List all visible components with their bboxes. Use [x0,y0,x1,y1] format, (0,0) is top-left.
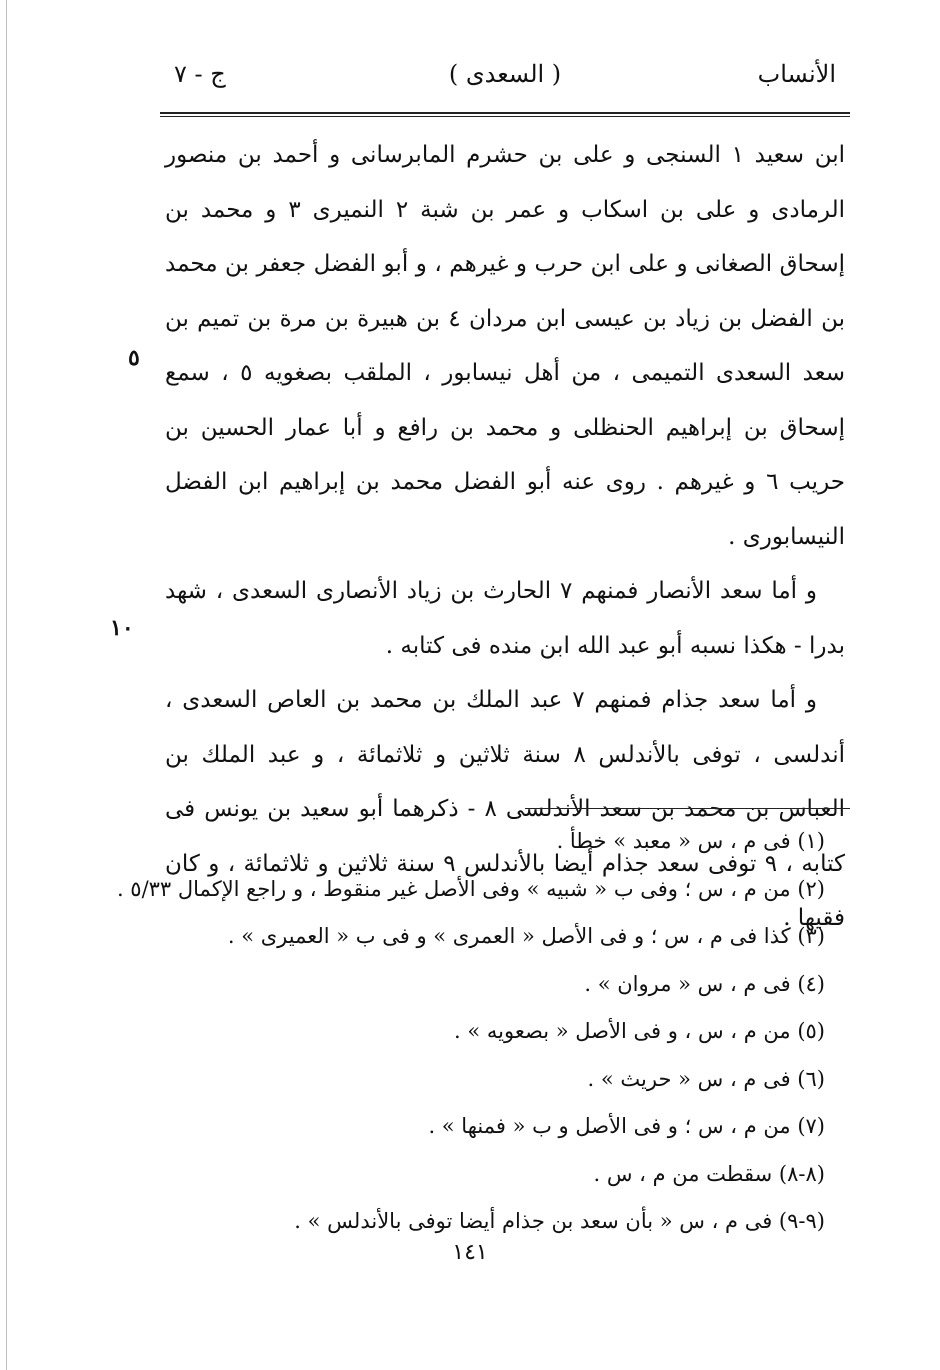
header-rule-thin [160,116,850,117]
footnote-4: (٤) فى م ، س « مروان » . [584,971,825,996]
footnote-7: (٧) من م ، س ؛ و فى الأصل و ب « فمنها » . [428,1114,825,1138]
header-section-title: ( السعدى ) [448,60,562,88]
footnote-separator [525,808,850,809]
running-header [160,60,850,100]
header-volume-number: ج - ٧ [174,60,226,88]
footnote-6: (٦) فى م ، س « حريث » . [587,1066,825,1091]
margin-line-number-5: ٥ [128,345,140,371]
footnote-3: (٣) كذا فى م ، س ؛ و فى الأصل « العمرى » و فى ب « العميرى » . [227,924,825,948]
footnote-9: (٩-٩) فى م ، س « بأن سعد بن جذام أيضا توفى بالأندلس » . [294,1209,825,1233]
paragraph-2: و أما سعد الأنصار فمنهم ٧ الحارث بن زياد الأنصارى السعدى ، شهد بدرا - هكذا نسبه أبو عبد الله ابن منده فى كتابه . [165,578,845,659]
page-edge-line [6,0,7,1370]
footnote-1: (١) فى م ، س « معبد » خطأ . [556,829,825,853]
paragraph-1: ابن سعيد ١ السنجى و على بن حشرم المابرسانى و أحمد بن منصور الرمادى و على بن اسكاب و عمر بن شبة ٢ النميرى ٣ و محمد بن إسحاق الصغانى و على ابن حرب و غيرهم ، و أبو الفضل جعفر بن محمد بن الفضل بن زياد بن عيسى ابن مردان ٤ بن هبيرة بن مرة بن تميم بن سعد السعدى التميمى ، من أهل نيسابور ، الملقب بصغويه ٥ ، سمع إسحاق بن إبراهيم الحنظلى و محمد بن رافع و أبا عمار الحسين بن حريب ٦ و غيرهم . روى عنه أبو الفضل محمد بن إبراهيم ابن الفضل النيسابورى . [165,142,846,550]
margin-line-number-10: ١٠ [110,615,134,641]
header-book-title: الأنساب [757,60,836,88]
footnote-5: (٥) من م ، س ، و فى الأصل « بصعويه » . [454,1019,825,1043]
footnote-8: (٨-٨) سقطت من م ، س . [593,1161,825,1186]
footnote-2: (٢) من م ، س ؛ وفى ب « شبيه » وفى الأصل غير منقوط ، و راجع الإكمال ٥/٣٣ . [116,876,825,901]
page-number: ١٤١ [452,1240,488,1265]
footnotes [116,818,825,1246]
header-rule [160,112,850,114]
paragraph-3: و أما سعد جذام فمنهم ٧ عبد الملك بن محمد بن العاص السعدى ، أندلسى ، توفى بالأندلس ٨ سنة ثلاثين و ثلاثمائة ، و عبد الملك بن العباس بن محمد بن سعد الأندلسى ٨ - ذكرهما أبو سعيد بن يونس فى كتابه ، ٩ توفى سعد جذام أيضا بالأندلس ٩ سنة ثلاثين و ثلاثمائة ، و كان فقيها . [165,687,845,931]
